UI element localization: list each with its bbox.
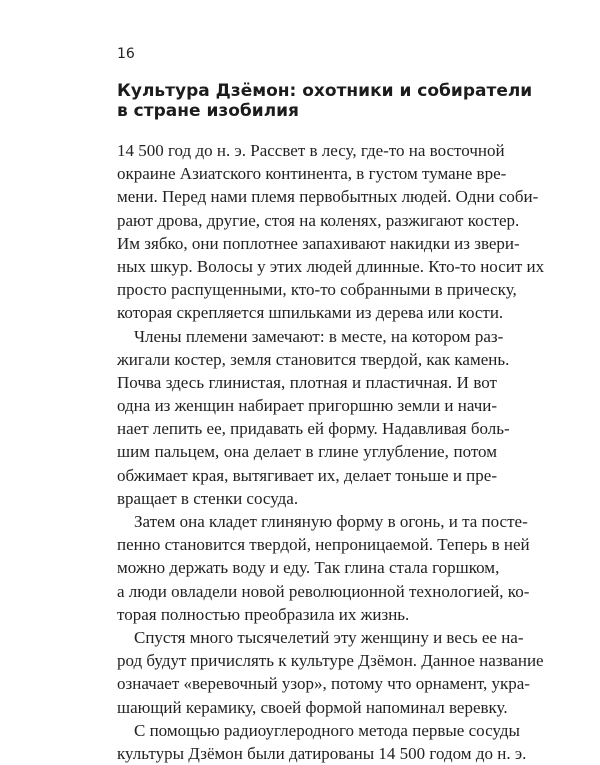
text-line: Почва здесь глинистая, плотная и пластичная. И вот [117, 372, 497, 392]
text-line: одна из женщин набирает пригоршню земли и начи- [117, 396, 497, 416]
body-text [117, 139, 545, 765]
text-line: которая скрепляется шпильками из дерева или кости. [117, 303, 504, 323]
text-line: а люди овладели новой революционной технологией, ко- [117, 581, 530, 601]
text-line: шающий керамику, своей формой напоминал веревку. [117, 697, 508, 717]
text-line: Члены племени замечают: в месте, на котором раз- [134, 326, 504, 346]
text-line: Спустя много тысячелетий эту женщину и весь ее на- [134, 627, 524, 647]
text-line: рают дрова, другие, стоя на коленях, разжигают костер. [117, 210, 520, 230]
text-line: род будут причислять к культуре Дзёмон. Данное название [117, 651, 544, 671]
chapter-heading [117, 81, 533, 121]
text-line: ных шкур. Волосы у этих людей длинные. Кто-то носит их [117, 256, 545, 276]
text-line: Затем она кладет глиняную форму в огонь, и та посте- [134, 512, 528, 531]
text-line: торая полностью преобразила их жизнь. [117, 604, 410, 624]
text-line: Им зябко, они поплотнее запахивают накидки из звери- [117, 233, 520, 253]
text-line: вращает в стенки сосуда. [117, 488, 299, 508]
text-line: нает лепить ее, придавать ей форму. Надавливая боль- [117, 419, 510, 439]
heading-line: Культура Дзёмон: охотники и собиратели [117, 81, 533, 101]
text-line: шим пальцем, она делает в глине углубление, потом [117, 442, 497, 462]
text-line: пенно становится твердой, непроницаемой. Теперь в ней [117, 535, 530, 555]
text-line: окраине Азиатского континента, в густом тумане вре- [117, 164, 507, 184]
text-line: можно держать воду и еду. Так глина стала горшком, [117, 558, 500, 578]
text-line: культуры Дзёмон были датированы 14 500 годом до н. э. [117, 743, 527, 763]
text-line: просто распущенными, кто-то собранными в прическу, [117, 280, 517, 300]
text-line: С помощью радиоуглеродного метода первые сосуды [134, 720, 520, 740]
text-line: жигали костер, земля становится твердой, как камень. [117, 349, 510, 369]
page-number: 16 [117, 46, 135, 62]
text-line: мени. Перед нами племя первобытных людей. Одни соби- [117, 187, 539, 207]
text-line: означает «веревочный узор», потому что орнамент, укра- [117, 674, 530, 694]
text-line: 14 500 год до н. э. Рассвет в лесу, где-то на восточной [117, 141, 505, 160]
heading-line: в стране изобилия [117, 101, 299, 121]
text-line: обжимает края, вытягивает их, делает тоньше и пре- [117, 465, 497, 485]
